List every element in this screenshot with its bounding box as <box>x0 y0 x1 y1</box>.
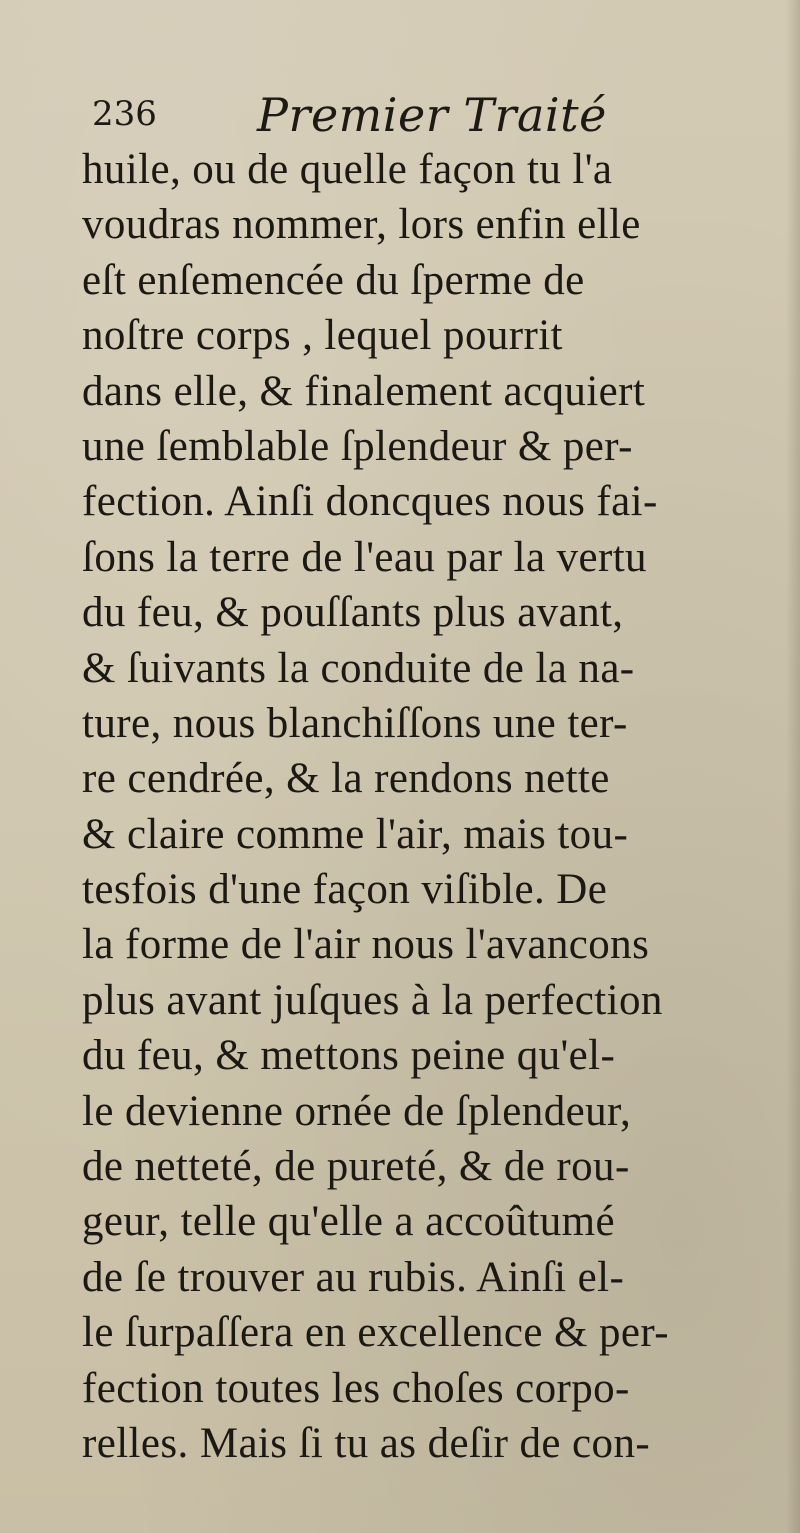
text-line: plus avant juſques à la perfection <box>82 976 663 1024</box>
text-line: huile, ou de quelle façon tu l'a <box>82 146 613 193</box>
text-line: du feu, & mettons peine qu'el- <box>82 1032 616 1080</box>
text-line: le devienne ornée de ſplendeur, <box>82 1087 632 1135</box>
text-line: une ſemblable ſplendeur & per- <box>82 422 633 470</box>
page-edge-shadow <box>786 0 800 1533</box>
text-line: voudras nommer, lors enfin elle <box>82 201 641 249</box>
text-line: fection toutes les choſes corpo- <box>82 1364 630 1412</box>
text-line: de netteté, de pureté, & de rou- <box>82 1143 630 1191</box>
text-line: & ſuivants la conduite de la na- <box>82 644 635 692</box>
text-line: geur, telle qu'elle a accoûtumé <box>82 1198 615 1246</box>
text-line: eſt enſemencée du ſperme de <box>82 256 585 304</box>
text-line: de ſe trouver au rubis. Ainſi el- <box>82 1253 625 1301</box>
page-header <box>92 88 732 148</box>
text-line: ſons la terre de l'eau par la vertu <box>82 533 647 581</box>
text-line: tesfois d'une façon viſible. De <box>82 866 608 914</box>
text-line: du feu, & pouſſants plus avant, <box>82 589 624 637</box>
body-text <box>82 142 772 1471</box>
text-line: & claire comme l'air, mais tou- <box>82 810 629 858</box>
text-line: re cendrée, & la rendons nette <box>82 755 610 803</box>
text-line: dans elle, & finalement acquiert <box>82 367 646 415</box>
text-line: fection. Ainſi doncques nous fai- <box>82 478 658 526</box>
text-line: relles. Mais ſi tu as deſir de con- <box>82 1419 651 1467</box>
text-line: ture, nous blanchiſſons une ter- <box>82 699 628 747</box>
text-line: noſtre corps , lequel pourrit <box>82 312 563 360</box>
text-line: la forme de l'air nous l'avancons <box>82 921 650 969</box>
page-number: 236 <box>92 94 157 134</box>
text-line: le ſurpaſſera en excellence & per- <box>82 1309 669 1357</box>
running-title: Premier Traité <box>257 88 607 142</box>
